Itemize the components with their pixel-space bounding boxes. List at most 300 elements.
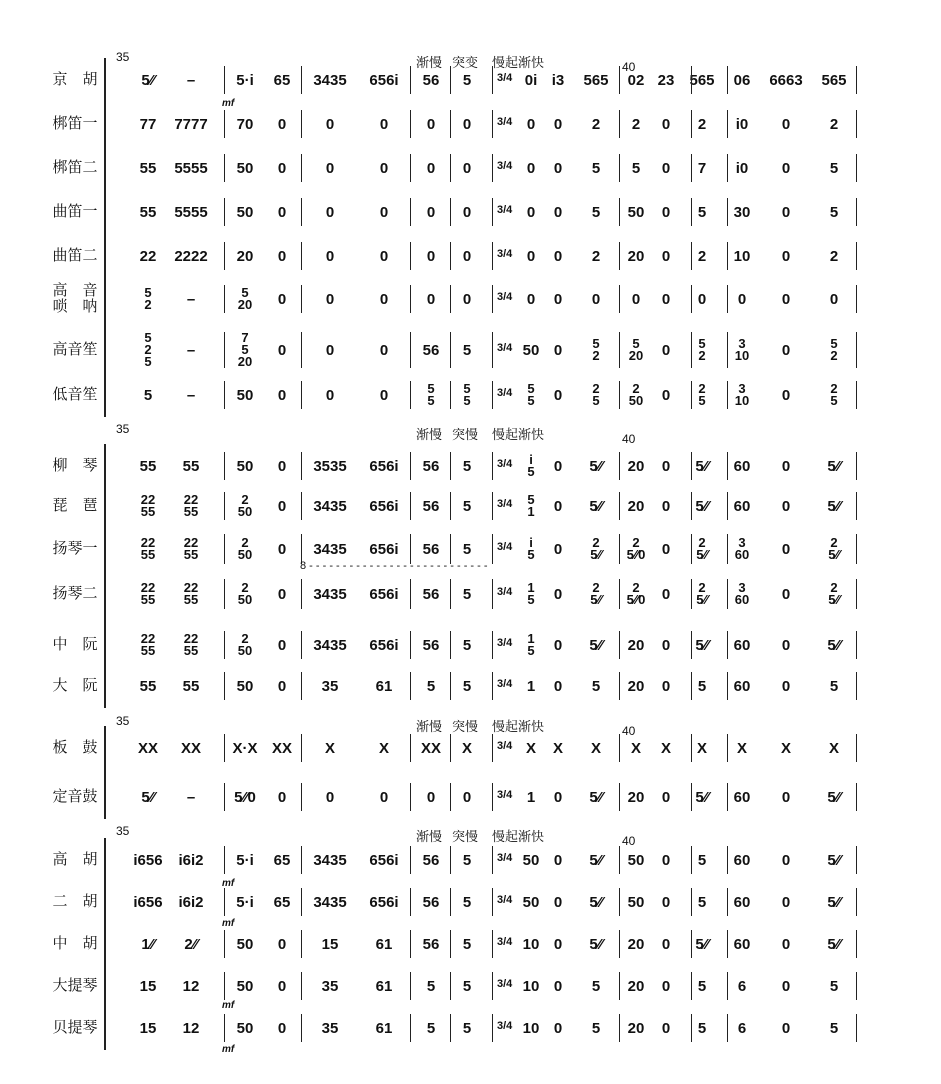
barline xyxy=(691,888,692,916)
barline xyxy=(727,332,728,368)
note-cell: – xyxy=(186,386,196,404)
note-cell: 20 xyxy=(627,1019,645,1037)
note-cell: 50 xyxy=(627,851,645,869)
note-cell: X xyxy=(828,739,839,757)
tempo-marking: 突慢 xyxy=(452,427,479,442)
barline xyxy=(691,783,692,811)
note-cell: 5 xyxy=(829,159,839,177)
note-cell: 56 xyxy=(422,540,440,558)
note-cell: 7 xyxy=(697,159,707,177)
note-part: 5 xyxy=(144,285,152,300)
note-cell: 0 xyxy=(379,203,389,221)
barline xyxy=(301,66,302,94)
note-cell: 0 xyxy=(661,1019,671,1037)
note-cell: 56 xyxy=(422,636,440,654)
barline xyxy=(691,452,692,480)
barline xyxy=(727,381,728,409)
note-cell: 0 xyxy=(661,585,671,603)
time-signature: 3/4 xyxy=(497,978,513,990)
note-cell: 12 xyxy=(182,1019,200,1037)
barline xyxy=(410,1014,411,1042)
note-part: 1 xyxy=(527,631,535,646)
note-cell: 0 xyxy=(277,159,287,177)
barline xyxy=(410,242,411,270)
barline xyxy=(224,492,225,520)
note-cell: 0 xyxy=(781,1019,791,1037)
note-part: 2 xyxy=(698,348,706,363)
instrument-label: 扬琴一 xyxy=(52,540,98,557)
barline xyxy=(224,1014,225,1042)
note-part: 2 xyxy=(592,348,600,363)
note-part: 5 xyxy=(527,547,535,562)
tempo-marking: 渐慢 xyxy=(416,427,443,442)
note-part: 55 xyxy=(140,504,156,519)
barline xyxy=(410,381,411,409)
barline xyxy=(410,930,411,958)
note-cell: 5 xyxy=(697,203,707,221)
barline xyxy=(301,492,302,520)
note-part: 2 xyxy=(698,580,706,595)
note-part: 5 xyxy=(463,381,471,396)
note-cell: 0 xyxy=(661,851,671,869)
barline xyxy=(492,110,493,138)
time-signature: 3/4 xyxy=(497,160,513,172)
note-cell: 61 xyxy=(375,935,393,953)
note-part: 5⁄⁄ xyxy=(696,547,708,562)
barline xyxy=(224,332,225,368)
barline xyxy=(410,285,411,313)
note-cell: i0 xyxy=(735,115,749,133)
note-cell: 0 xyxy=(277,585,287,603)
note-cell: 5⁄⁄ xyxy=(827,851,841,869)
instrument-label: 高 胡 xyxy=(52,851,98,868)
note-cell: 0 xyxy=(462,115,472,133)
barline xyxy=(410,972,411,1000)
note-cell: 5 xyxy=(462,457,472,475)
tempo-marking: 渐慢 xyxy=(416,719,443,734)
time-signature: 3/4 xyxy=(497,936,513,948)
note-cell: 656i xyxy=(369,540,399,558)
note-cell: 55 xyxy=(139,203,157,221)
note-cell: 2 xyxy=(829,115,839,133)
barline xyxy=(301,846,302,874)
barline xyxy=(410,672,411,700)
instrument-label: 曲笛二 xyxy=(52,247,98,264)
note-part: 5 xyxy=(527,592,535,607)
note-part: 20 xyxy=(628,348,644,363)
barline xyxy=(727,452,728,480)
barline xyxy=(691,492,692,520)
note-part: 2 xyxy=(632,535,640,550)
barline xyxy=(410,492,411,520)
note-part: 22 xyxy=(183,492,199,507)
dynamic-mark: mf xyxy=(222,1000,235,1011)
time-signature: 3/4 xyxy=(497,498,513,510)
note-cell: 656i xyxy=(369,71,399,89)
note-cell: 06 xyxy=(733,71,751,89)
barline xyxy=(301,888,302,916)
barline xyxy=(492,734,493,762)
note-cell: 3535 xyxy=(313,457,347,475)
barline xyxy=(691,381,692,409)
note-cell: 5·i xyxy=(236,851,254,869)
note-cell: 5⁄⁄ xyxy=(141,71,155,89)
note-part: 60 xyxy=(734,547,750,562)
barline xyxy=(301,381,302,409)
note-part: 2 xyxy=(830,381,838,396)
barline xyxy=(410,198,411,226)
note-cell: 5 xyxy=(426,977,436,995)
note-cell: 3435 xyxy=(313,585,347,603)
barline xyxy=(619,492,620,520)
note-cell: 5 xyxy=(591,977,601,995)
note-part: 10 xyxy=(734,348,750,363)
note-cell: 0 xyxy=(526,159,536,177)
barline xyxy=(410,66,411,94)
note-cell: 10 xyxy=(522,935,540,953)
note-part: 5⁄⁄ xyxy=(828,592,840,607)
note-part: 2 xyxy=(592,580,600,595)
note-cell: 0 xyxy=(631,290,641,308)
barline xyxy=(224,154,225,182)
note-cell: 2 xyxy=(697,247,707,265)
note-cell: 0 xyxy=(661,788,671,806)
note-cell: 5⁄⁄ xyxy=(827,893,841,911)
note-cell: 0 xyxy=(661,203,671,221)
note-part: 20 xyxy=(237,354,253,369)
note-cell: 0 xyxy=(781,540,791,558)
note-cell: 0 xyxy=(661,977,671,995)
note-cell: 0 xyxy=(661,290,671,308)
note-part: 5 xyxy=(427,381,435,396)
note-cell: 56 xyxy=(422,497,440,515)
barline xyxy=(727,579,728,609)
note-cell: 565 xyxy=(583,71,609,89)
note-cell: 50 xyxy=(522,893,540,911)
note-part: 55 xyxy=(140,643,156,658)
note-part: i xyxy=(529,535,533,550)
time-signature: 3/4 xyxy=(497,1020,513,1032)
tempo-marking: 慢起渐快 xyxy=(492,427,545,442)
note-cell: i656 xyxy=(133,851,163,869)
note-cell: 50 xyxy=(236,386,254,404)
note-part: 55 xyxy=(183,547,199,562)
barline xyxy=(727,734,728,762)
note-cell: 5 xyxy=(697,1019,707,1037)
note-cell: 0 xyxy=(277,203,287,221)
note-cell: 60 xyxy=(733,457,751,475)
note-cell: 3435 xyxy=(313,71,347,89)
note-cell xyxy=(812,528,856,570)
note-cell: 0 xyxy=(426,290,436,308)
note-cell: 0 xyxy=(591,290,601,308)
note-cell: 0 xyxy=(661,935,671,953)
note-part: 5⁄⁄0 xyxy=(626,547,646,562)
instrument-label: 高音笙 xyxy=(52,341,98,358)
note-cell: 0 xyxy=(277,290,287,308)
note-part: 22 xyxy=(183,580,199,595)
note-cell: 20 xyxy=(627,935,645,953)
tempo-marking: 渐慢 xyxy=(416,829,443,844)
barline xyxy=(410,631,411,659)
barline xyxy=(301,783,302,811)
time-signature: 3/4 xyxy=(497,894,513,906)
note-cell: 0 xyxy=(325,115,335,133)
note-cell: 5 xyxy=(591,1019,601,1037)
note-cell: 30 xyxy=(733,203,751,221)
note-cell: 0 xyxy=(553,788,563,806)
note-part: 5 xyxy=(241,285,249,300)
note-cell: 61 xyxy=(375,977,393,995)
note-part: 5⁄⁄ xyxy=(696,592,708,607)
note-cell: 02 xyxy=(627,71,645,89)
note-cell: 5⁄⁄ xyxy=(695,457,709,475)
note-cell xyxy=(680,573,724,615)
note-cell: 0 xyxy=(426,788,436,806)
note-cell: 5 xyxy=(697,677,707,695)
time-signature: 3/4 xyxy=(497,116,513,128)
barline xyxy=(727,1014,728,1042)
barline xyxy=(691,930,692,958)
barline xyxy=(224,783,225,811)
tempo-marking: 渐慢 xyxy=(416,55,443,70)
note-cell: 60 xyxy=(733,788,751,806)
barline xyxy=(450,154,451,182)
note-cell: 5 xyxy=(829,203,839,221)
note-cell: 0 xyxy=(426,159,436,177)
tempo-marking: 慢起渐快 xyxy=(492,719,545,734)
time-signature: 3/4 xyxy=(497,789,513,801)
note-part: 5 xyxy=(427,393,435,408)
note-cell: 5⁄⁄ xyxy=(589,497,603,515)
note-cell: 0 xyxy=(781,636,791,654)
note-cell: 0 xyxy=(661,386,671,404)
barline xyxy=(856,492,857,520)
barline xyxy=(619,381,620,409)
instrument-label: 贝提琴 xyxy=(52,1019,98,1036)
note-cell: X xyxy=(630,739,641,757)
barline xyxy=(691,242,692,270)
note-cell: 50 xyxy=(236,203,254,221)
barline xyxy=(450,734,451,762)
barline xyxy=(727,972,728,1000)
instrument-label: 高 音 唢 呐 xyxy=(52,282,98,315)
note-cell: 5⁄⁄ xyxy=(589,788,603,806)
note-cell: 0 xyxy=(325,203,335,221)
note-cell: 0 xyxy=(426,115,436,133)
note-cell: 5 xyxy=(462,1019,472,1037)
barline xyxy=(619,972,620,1000)
note-cell xyxy=(126,486,170,526)
note-part: 2 xyxy=(592,535,600,550)
barline xyxy=(450,888,451,916)
note-part: 3 xyxy=(738,535,746,550)
note-cell: 6 xyxy=(737,977,747,995)
note-part: 7 xyxy=(241,330,249,345)
note-cell: 5⁄⁄ xyxy=(827,457,841,475)
note-part: 50 xyxy=(237,504,253,519)
note-cell: 0 xyxy=(277,247,287,265)
note-cell xyxy=(445,375,489,415)
note-cell: 0 xyxy=(661,159,671,177)
note-cell: 0 xyxy=(325,290,335,308)
note-cell: 50 xyxy=(236,677,254,695)
note-cell: X·X xyxy=(232,739,258,757)
barline xyxy=(492,285,493,313)
note-cell: 5⁄⁄ xyxy=(589,893,603,911)
barline xyxy=(727,492,728,520)
note-cell: 0 xyxy=(325,247,335,265)
note-cell xyxy=(169,573,213,615)
note-cell: 56 xyxy=(422,71,440,89)
note-cell: X xyxy=(378,739,389,757)
barline xyxy=(450,110,451,138)
note-cell: X xyxy=(590,739,601,757)
instrument-label: 低音笙 xyxy=(52,386,98,403)
note-cell: 7777 xyxy=(174,115,208,133)
note-part: 2 xyxy=(241,580,249,595)
note-part: 22 xyxy=(140,580,156,595)
note-cell: 656i xyxy=(369,497,399,515)
barline xyxy=(224,381,225,409)
barline xyxy=(856,631,857,659)
note-cell: 656i xyxy=(369,893,399,911)
note-cell: 0 xyxy=(462,290,472,308)
note-part: 2 xyxy=(144,297,152,312)
measure-number: 35 xyxy=(116,50,130,64)
note-cell: 22 xyxy=(139,247,157,265)
note-cell: 56 xyxy=(422,851,440,869)
measure-number: 40 xyxy=(622,60,636,74)
note-part: 55 xyxy=(140,547,156,562)
barline xyxy=(450,579,451,609)
barline xyxy=(301,1014,302,1042)
group-brace xyxy=(104,726,114,819)
barline xyxy=(224,888,225,916)
note-part: 5⁄⁄ xyxy=(828,547,840,562)
note-cell: 65 xyxy=(273,851,291,869)
barline xyxy=(450,846,451,874)
note-cell: 50 xyxy=(522,851,540,869)
note-cell: 20 xyxy=(627,788,645,806)
note-cell: 0 xyxy=(781,851,791,869)
measure-number: 40 xyxy=(622,834,636,848)
note-cell: 0 xyxy=(277,457,287,475)
note-cell: 0 xyxy=(379,788,389,806)
measure-number: 35 xyxy=(116,422,130,436)
note-part: 3 xyxy=(738,580,746,595)
note-cell: 56 xyxy=(422,341,440,359)
barline xyxy=(492,579,493,609)
note-cell: 0 xyxy=(553,1019,563,1037)
note-cell: 60 xyxy=(733,636,751,654)
barline xyxy=(224,672,225,700)
note-cell: 0 xyxy=(277,1019,287,1037)
note-part: 2 xyxy=(830,535,838,550)
barline xyxy=(450,930,451,958)
note-cell: 15 xyxy=(139,977,157,995)
note-cell: X xyxy=(324,739,335,757)
note-cell: 0 xyxy=(829,290,839,308)
note-cell: 35 xyxy=(321,1019,339,1037)
note-cell: 1 xyxy=(526,677,536,695)
note-cell: 35 xyxy=(321,977,339,995)
note-cell: i6i2 xyxy=(178,851,204,869)
note-cell: 5 xyxy=(462,893,472,911)
note-cell: 65 xyxy=(273,893,291,911)
barline xyxy=(301,672,302,700)
note-cell: 5⁄⁄ xyxy=(827,935,841,953)
barline xyxy=(450,492,451,520)
note-cell: 20 xyxy=(236,247,254,265)
note-cell: 5 xyxy=(829,677,839,695)
note-cell: 0 xyxy=(781,788,791,806)
dynamic-mark: mf xyxy=(222,918,235,929)
barline xyxy=(450,332,451,368)
barline xyxy=(619,242,620,270)
note-part: 2 xyxy=(698,535,706,550)
note-cell: 2 xyxy=(829,247,839,265)
note-cell: 5 xyxy=(697,851,707,869)
note-cell: 5 xyxy=(462,677,472,695)
instrument-label: 板 鼓 xyxy=(52,739,98,756)
note-cell: 565 xyxy=(821,71,847,89)
note-cell xyxy=(169,625,213,665)
note-cell: 0 xyxy=(553,977,563,995)
barline xyxy=(450,783,451,811)
note-cell: 5⁄⁄ xyxy=(589,851,603,869)
note-cell: 5·i xyxy=(236,893,254,911)
group-brace xyxy=(104,444,114,708)
note-cell: 5 xyxy=(462,636,472,654)
note-part: 2 xyxy=(698,381,706,396)
barline xyxy=(727,783,728,811)
instrument-label: 定音鼓 xyxy=(52,788,98,805)
note-cell: 2⁄⁄ xyxy=(184,935,198,953)
note-cell: i656 xyxy=(133,893,163,911)
note-part: 5 xyxy=(527,393,535,408)
note-cell: 3435 xyxy=(313,636,347,654)
barline xyxy=(691,631,692,659)
note-cell: – xyxy=(186,788,196,806)
note-part: 5⁄⁄ xyxy=(590,592,602,607)
note-part: 22 xyxy=(140,631,156,646)
barline xyxy=(691,579,692,609)
barline xyxy=(856,154,857,182)
note-part: 2 xyxy=(241,535,249,550)
note-part: 50 xyxy=(237,592,253,607)
barline xyxy=(856,888,857,916)
barline xyxy=(856,579,857,609)
note-cell: 5⁄⁄ xyxy=(589,636,603,654)
note-cell: 5 xyxy=(829,977,839,995)
note-cell: 0 xyxy=(661,115,671,133)
barline xyxy=(691,972,692,1000)
barline xyxy=(410,783,411,811)
note-cell: 50 xyxy=(236,977,254,995)
tempo-marking: 突变 xyxy=(452,55,479,70)
group-brace xyxy=(104,58,114,417)
note-cell: X xyxy=(461,739,472,757)
note-part: 22 xyxy=(140,492,156,507)
note-cell: 10 xyxy=(733,247,751,265)
barline xyxy=(450,242,451,270)
barline xyxy=(856,198,857,226)
barline xyxy=(856,930,857,958)
time-signature: 3/4 xyxy=(497,586,513,598)
barline xyxy=(450,381,451,409)
barline xyxy=(691,154,692,182)
